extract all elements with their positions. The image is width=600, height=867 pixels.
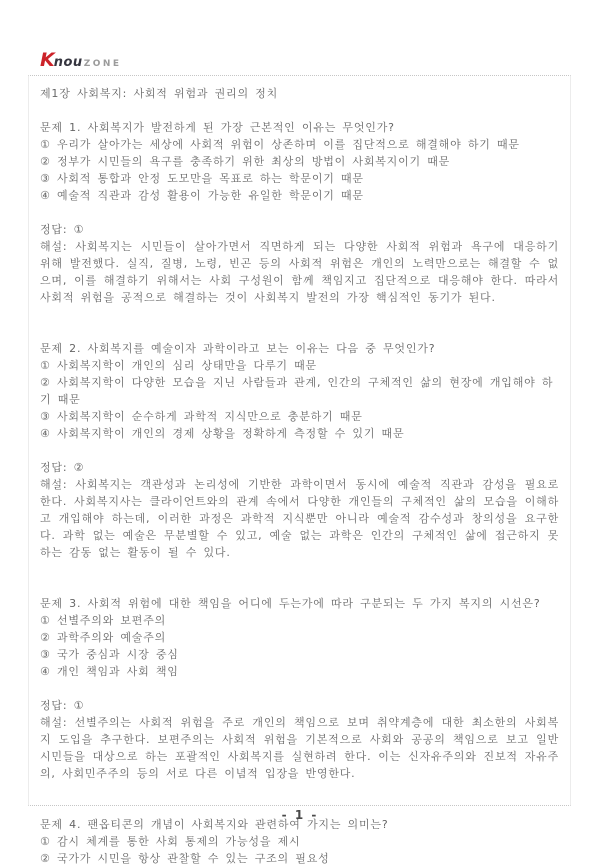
- option-item: ① 감시 체계를 통한 사회 통제의 가능성을 제시: [40, 835, 301, 848]
- option-item: ② 정부가 시민들의 욕구를 충족하기 위한 최상의 방법이 사회복지이기 때문: [40, 155, 451, 168]
- explanation-text: 해설: 사회복지는 시민들이 살아가면서 직면하게 되는 다양한 사회적 위험과 욕구에 대응하기 위해 발전했다. 실직, 질병, 노령, 빈곤 등의 사회적 위험은 개인의 노력만으로는 해결할 수 없으며, 이를 해결하기 위해서는 사회 구성원이 함께 책임지고 집단적으로 대응해야 한다. 따라서 사회적 위험을 공적으로 해결하는 것이 사회복지 발전의 가장 핵심적인 동기가 된다.: [40, 240, 559, 304]
- question-block-1: [40, 119, 559, 306]
- option-item: ② 과학주의와 예술주의: [40, 631, 167, 644]
- question-text: 문제 2. 사회복지를 예술이자 과학이라고 보는 이유는 다음 중 무엇인가?: [40, 342, 436, 355]
- answer-text: 정답: ①: [40, 699, 85, 712]
- option-item: ③ 국가 중심과 시장 중심: [40, 648, 179, 661]
- answer-text: 정답: ②: [40, 461, 85, 474]
- question-block-2: [40, 340, 559, 561]
- option-item: ④ 개인 책임과 사회 책임: [40, 665, 179, 678]
- question-text: 문제 1. 사회복지가 발전하게 된 가장 근본적인 이유는 무엇인가?: [40, 121, 395, 134]
- knouzone-logo: [40, 50, 122, 74]
- option-item: ④ 예술적 직관과 감성 활용이 가능한 유일한 학문이기 때문: [40, 189, 364, 202]
- option-item: ④ 사회복지학이 개인의 경제 상황을 정확하게 측정할 수 있기 때문: [40, 427, 405, 440]
- question-text: 문제 3. 사회적 위험에 대한 책임을 어디에 두는가에 따라 구분되는 두 가지 복지의 시선은?: [40, 597, 541, 610]
- option-item: ① 선별주의와 보편주의: [40, 614, 167, 627]
- logo-letter-k: K: [40, 49, 54, 71]
- logo-text-nou: nou: [53, 55, 83, 70]
- question-text: 문제 4. 팬옵티콘의 개념이 사회복지와 관련하여 가지는 의미는?: [40, 818, 389, 831]
- content-box: [28, 75, 571, 865]
- option-item: ① 우리가 살아가는 세상에 사회적 위험이 상존하며 이를 집단적으로 해결해야 하기 때문: [40, 138, 520, 151]
- question-block-4: [40, 816, 559, 867]
- option-item: ③ 사회적 통합과 안정 도모만을 목표로 하는 학문이기 때문: [40, 172, 364, 185]
- option-item: ③ 사회복지학이 순수하게 과학적 지식만으로 충분하기 때문: [40, 410, 363, 423]
- answer-text: 정답: ①: [40, 223, 85, 236]
- chapter-title: 제1장 사회복지: 사회적 위험과 권리의 정치: [40, 87, 279, 100]
- page-number: - 1 -: [281, 808, 319, 822]
- explanation-text: 해설: 사회복지는 객관성과 논리성에 기반한 과학이면서 동시에 예술적 직관과 감성을 필요로 한다. 사회복지사는 클라이언트와의 관계 속에서 다양한 개인들의 구체적인 삶의 모습을 이해하고 개입해야 하는데, 이러한 과정은 과학적 지식뿐만 아니라 예술적 감수성과 창의성을 요구한다. 과학 없는 예술은 무분별할 수 있고, 예술 없는 과학은 인간의 구체적인 삶에 접근하지 못하는 감동 없는 활동이 될 수 있다.: [40, 478, 559, 559]
- option-item: ② 국가가 시민을 항상 관찰할 수 있는 구조의 필요성: [40, 852, 330, 865]
- explanation-text: 해설: 선별주의는 사회적 위험을 주로 개인의 책임으로 보며 취약계층에 대한 최소한의 사회복지 도입을 추구한다. 보편주의는 사회적 위험을 기본적으로 사회와 공공의 책임으로 보고 일반 시민들을 대상으로 하는 포괄적인 사회복지를 실현하려 한다. 이는 신자유주의와 진보적 자유주의, 사회민주주의 등의 서로 다른 이념적 입장을 반영한다.: [40, 716, 559, 780]
- logo-text-zone: ZONE: [83, 59, 122, 69]
- question-block-3: [40, 595, 559, 782]
- option-item: ① 사회복지학이 개인의 심리 상태만을 다루기 때문: [40, 359, 317, 372]
- option-item: ② 사회복지학이 다양한 모습을 지닌 사람들과 관계, 인간의 구체적인 삶의 현장에 개입해야 하기 때문: [40, 376, 554, 406]
